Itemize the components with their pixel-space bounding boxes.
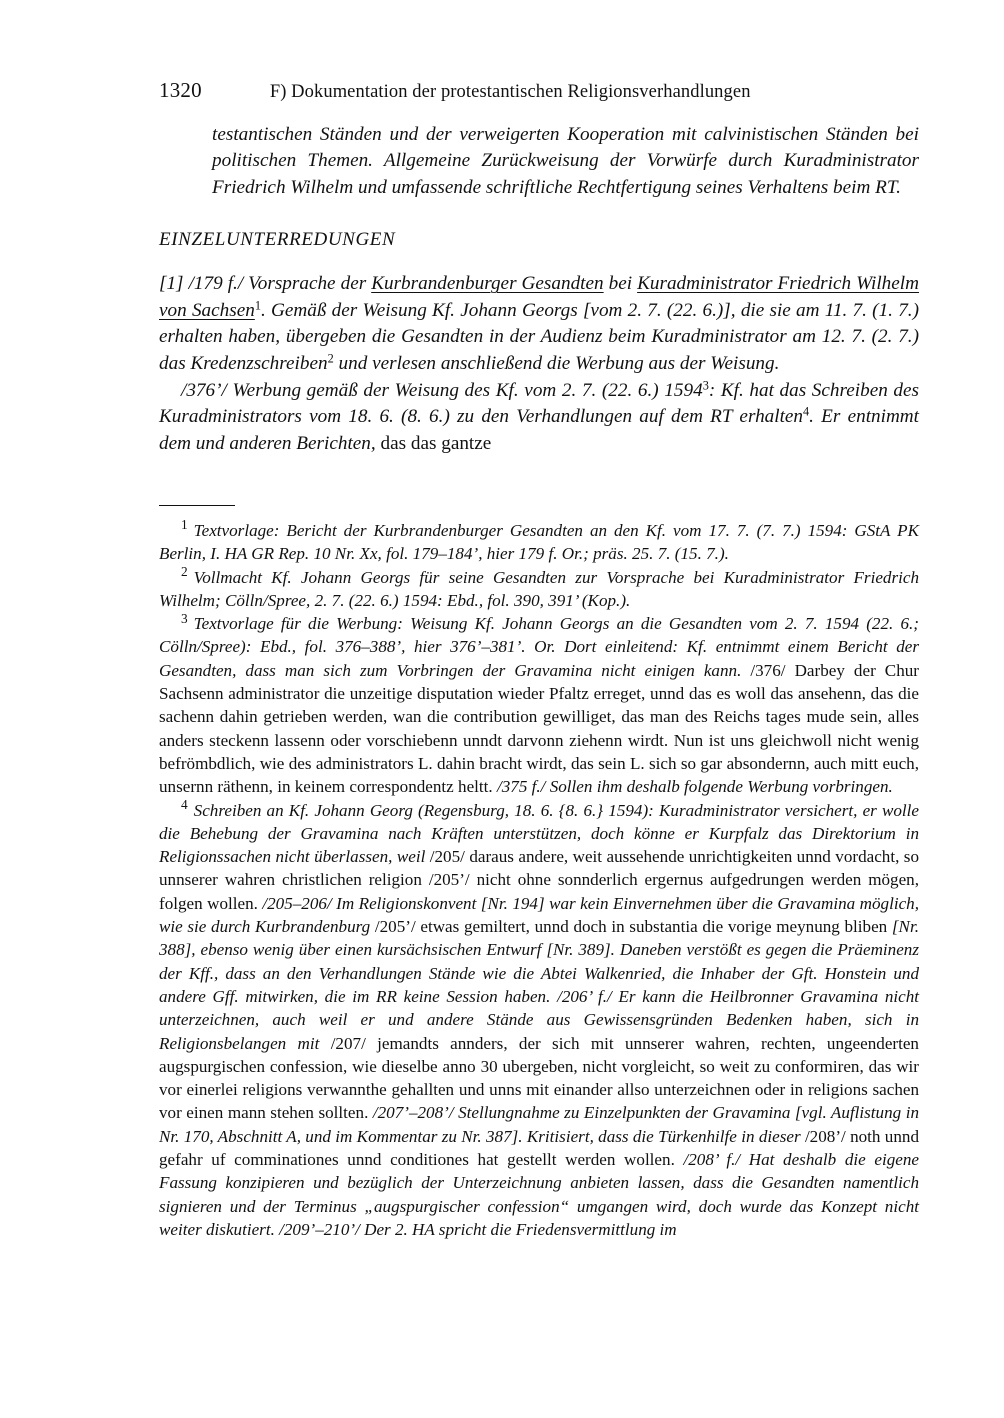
footnote-segment-italic: Schreiben an Kf. Johann Georg (Regensburg, 18. 6. {8. 6.} 1594): Kuradministrator versichert, er wolle die Behebung der Gravamina nach Kräften unterstützen, doch könne er Kurpfalz das Direktorium in Religionssachen nicht überlassen, weil bbox=[159, 800, 919, 867]
footnote-2 bbox=[159, 563, 919, 613]
footnote-marker[interactable]: 2 bbox=[181, 563, 188, 579]
footnote-segment-italic: /375 f./ Sollen ihm deshalb folgende Werbung vorbringen. bbox=[496, 777, 893, 797]
footnote-segment-roman: /207/ jemandts annders, der sich mit unnserer wahren, rechten, ungeenderten augspurgischen confession, wie dieselbe anno 30 ubergeben, nicht vorgleicht, so weit zu conformiren, das wir vor einerlei religions verwannthe gehallten und unns mit einander allso unterzeichnen oder in religions sachen vor einen mann stehen sollten. bbox=[159, 1033, 919, 1123]
footnote-segment-italic: Textvorlage: Bericht der Kurbrandenburger Gesandten an den Kf. vom 17. 7. (7. 7.) 1594: GStA PK Berlin, I. HA GR Rep. 10 Nr. Xx, fol. 179–184’, hier 179 f. Or.; präs. 25. 7. (15. 7.). bbox=[159, 521, 919, 564]
footnote-segment-roman: /208’/ noth unnd gefahr uf comminationes unnd conditiones hat gestellt werden wollen. bbox=[159, 1126, 919, 1170]
running-head bbox=[159, 78, 919, 104]
footnote-segment-italic: /205–206/ Im Religionskonvent [Nr. 194] war kein Einvernehmen über die Gravamina möglich, wie sie durch Kurbrandenburg bbox=[159, 893, 920, 937]
footnote-segment-italic: Vollmacht Kf. Johann Georgs für seine Gesandten zur Vorsprache bei Kuradministrator Friedrich Wilhelm; Cölln/Spree, 2. 7. (22. 6.) 1594: Ebd., fol. 390, 391’ (Kop.). bbox=[159, 567, 919, 610]
regest-paragraph-1 bbox=[159, 271, 919, 377]
footnote-apparatus bbox=[159, 519, 919, 1241]
regest-lead-1: Vorsprache der bbox=[243, 273, 372, 295]
werbung-lead: /376’/ Werbung gemäß der Weisung des Kf. vom 2. 7. (22. 6.) 1594 bbox=[181, 379, 703, 401]
body-column bbox=[159, 122, 919, 457]
werbung-quote-start: das das gantze bbox=[375, 432, 492, 454]
footnote-segment-italic: /207’–208’/ Stellungnahme zu Einzelpunkten der Gravamina [vgl. Auflistung in Nr. 170, Abschnitt A, und im Kommentar zu Nr. 387]. Kritisiert, dass die Türkenhilfe in dieser bbox=[159, 1103, 919, 1146]
section-heading: EINZELUNTERREDUNGEN bbox=[159, 229, 396, 251]
regest-lead-4: und verlesen anschließend die Werbung aus der Weisung. bbox=[333, 353, 780, 374]
footnote-segment-roman: /205/ daraus andere, weit aussehende unrichtigkeiten unnd vordacht, so unnserer wahren christlichen religion /205’/ nicht ohne sonnderlich ergernus aufgedrungen werden mögen, folgen wollen. bbox=[159, 847, 919, 913]
werbung-tail: . Er entnimmt dem und anderen Berichten, bbox=[159, 406, 919, 454]
werbung-body: : Kf. hat das Schreiben des Kuradministrators vom 18. 6. (8. 6.) zu den Verhandlungen auf dem RT erhalten bbox=[159, 379, 920, 428]
running-head-title: F) Dokumentation der protestantischen Religionsverhandlungen bbox=[269, 82, 751, 102]
footnote-marker[interactable]: 4 bbox=[181, 796, 188, 812]
footnote-segment-roman: /205’/ etwas gemiltert, unnd doch in substantia die vorige meynung bliben bbox=[374, 917, 892, 937]
regest-underlined-party-1: Kurbrandenburger Gesandten bbox=[371, 273, 604, 295]
regest-underlined-party-2: Kuradministrator Friedrich Wilhelm von Sachsen bbox=[159, 273, 919, 321]
footnote-ref-4[interactable]: 4 bbox=[803, 404, 810, 419]
footnote-segment-italic: [Nr. 388], ebenso wenig über einen kursächsischen Entwurf [Nr. 389]. Daneben verstößt es gegen die Präeminenz der Kff., dass an den Verhandlungen Stände wie die Abtei Walkenried, die Inhaber der Gft. Honstein und andere Gff. mitwirken, die im RR keine Session haben. /206’ f./ Er kann die Heilbronner Gravamina nicht unterzeichnen, auch weil er und andere Stände aus Gewissensgründen Bedenken haben, sich in Religionsbelangen mit bbox=[159, 917, 919, 1053]
footnote-ref-2[interactable]: 2 bbox=[327, 351, 334, 366]
footnote-3 bbox=[159, 612, 919, 798]
footnote-separator-rule bbox=[159, 505, 235, 506]
footnote-marker[interactable]: 3 bbox=[181, 610, 188, 626]
footnote-4 bbox=[159, 796, 920, 1242]
footnote-segment-roman: /376/ Darbey der Chur Sachsenn administrator die unzeitige disputation wieder Pfaltz erreget, unnd das es woll das ansehenn, das die sachenn dahin getrieben werden, wan die contribution gewilliget, das man des Reichs tages mude sein, alles anders steckenn lassenn oder vorschiebenn unndt darvonn ziehenn wirdt. Nun ist uns gleichwoll nicht wenig befrömbdlich, wie des administrators L. dahin bracht wirdt, das sein L. sich so gar absondernn, auch mitt euch, unsernn räthenn, in keinem correspondentz heltt. bbox=[159, 660, 919, 797]
footnote-ref-1[interactable]: 1 bbox=[254, 298, 261, 313]
footnote-1 bbox=[159, 519, 919, 566]
regest-paragraph-2 bbox=[159, 378, 919, 458]
footnote-segment-italic: Textvorlage für die Werbung: Weisung Kf. Johann Georgs an die Gesandten vom 2. 7. 1594 (22. 6.; Cölln/Spree): Ebd., fol. 376–388’, hier 376’–381’. Or. Dort einleitend: Kf. entnimmt einem Bericht der Gesandten, dass man sich zum Vorbringen der Gravamina nicht einigen kann. bbox=[159, 614, 919, 680]
footnote-segment-italic: /208’ f./ Hat deshalb die eigene Fassung konzipieren und bezüglich der Unterzeichnung anbieten lassen, dass die Gesandten namentlich signieren und der Terminus „augspurgischer confession“ umgangen wird, doch wurde das Konzept nicht weiter diskutiert. /209’–210’/ Der 2. HA spricht die Friedensvermittlung im bbox=[159, 1150, 919, 1239]
page-number: 1320 bbox=[159, 78, 202, 102]
footnote-ref-3[interactable]: 3 bbox=[702, 378, 709, 393]
regest-item-number: [1] bbox=[159, 273, 184, 295]
summary-paragraph: testantischen Ständen und der verweigerten Kooperation mit calvinistischen Ständen bei politischen Themen. Allgemeine Zurückweisung der Vorwürfe durch Kuradministrator Friedrich Wilhelm und umfassende schriftliche Rechtfertigung seines Verhaltens beim RT. bbox=[212, 124, 919, 198]
footnote-marker[interactable]: 1 bbox=[181, 517, 188, 533]
regest-lead-2: bei bbox=[603, 273, 638, 295]
regest-folio-ref: /179 f./ bbox=[188, 273, 244, 295]
regest-lead-3: . Gemäß der Weisung Kf. Johann Georgs [vom 2. 7. (22. 6.)], die sie am 11. 7. (1. 7.) erhalten haben, übergeben die Gesandten in der Audienz beim Kuradministrator am 12. 7. (2. 7.) das Kredenzschreiben bbox=[159, 299, 919, 374]
